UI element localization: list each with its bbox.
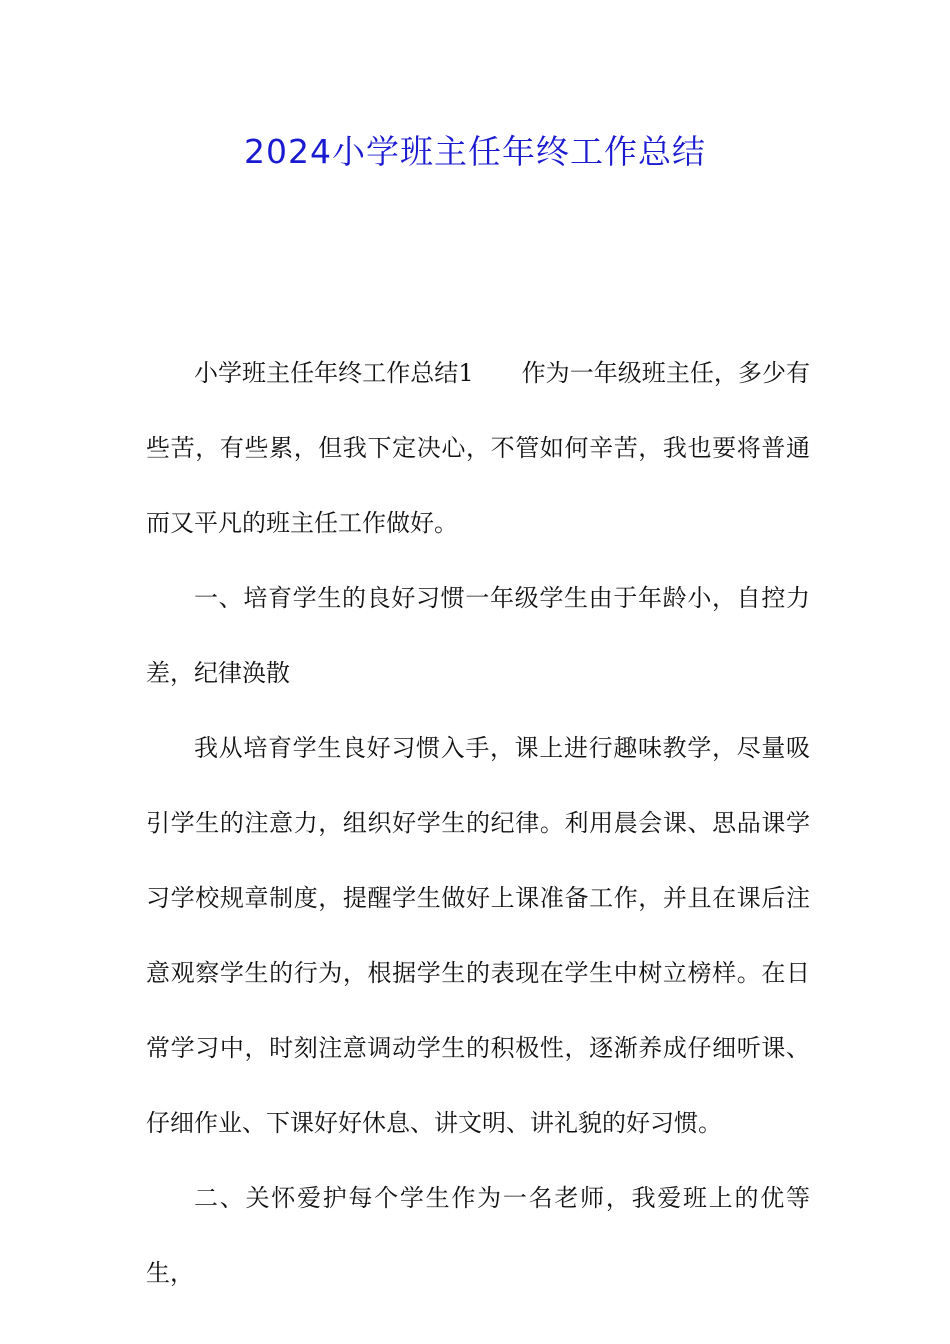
section-heading: 小学班主任年终工作总结1 [194, 359, 474, 387]
document-body [146, 336, 810, 1311]
paragraph-4: 二、关怀爱护每个学生作为一名老师，我爱班上的优等生， [146, 1184, 810, 1287]
paragraph-1 [146, 336, 810, 561]
paragraph-3: 我从培育学生良好习惯入手，课上进行趣味教学，尽量吸引学生的注意力，组织好学生的纪律。利用晨会课、思品课学习学校规章制度，提醒学生做好上课准备工作，并且在课后注意观察学生的行为，根据学生的表现在学生中树立榜样。在日常学习中，时刻注意调动学生的积极性，逐渐养成仔细听课、仔细作业、下课好好休息、讲文明、讲礼貌的好习惯。 [146, 734, 810, 1137]
document-title: 2024小学班主任年终工作总结 [244, 132, 706, 171]
paragraph-text: 作为一年级班主任，多少有些苦，有些累，但我下定决心，不管如何辛苦，我也要将普通而又平凡的班主任工作做好。 [146, 359, 810, 537]
paragraph-2: 一、培育学生的良好习惯一年级学生由于年龄小，自控力差，纪律涣散 [146, 584, 810, 687]
